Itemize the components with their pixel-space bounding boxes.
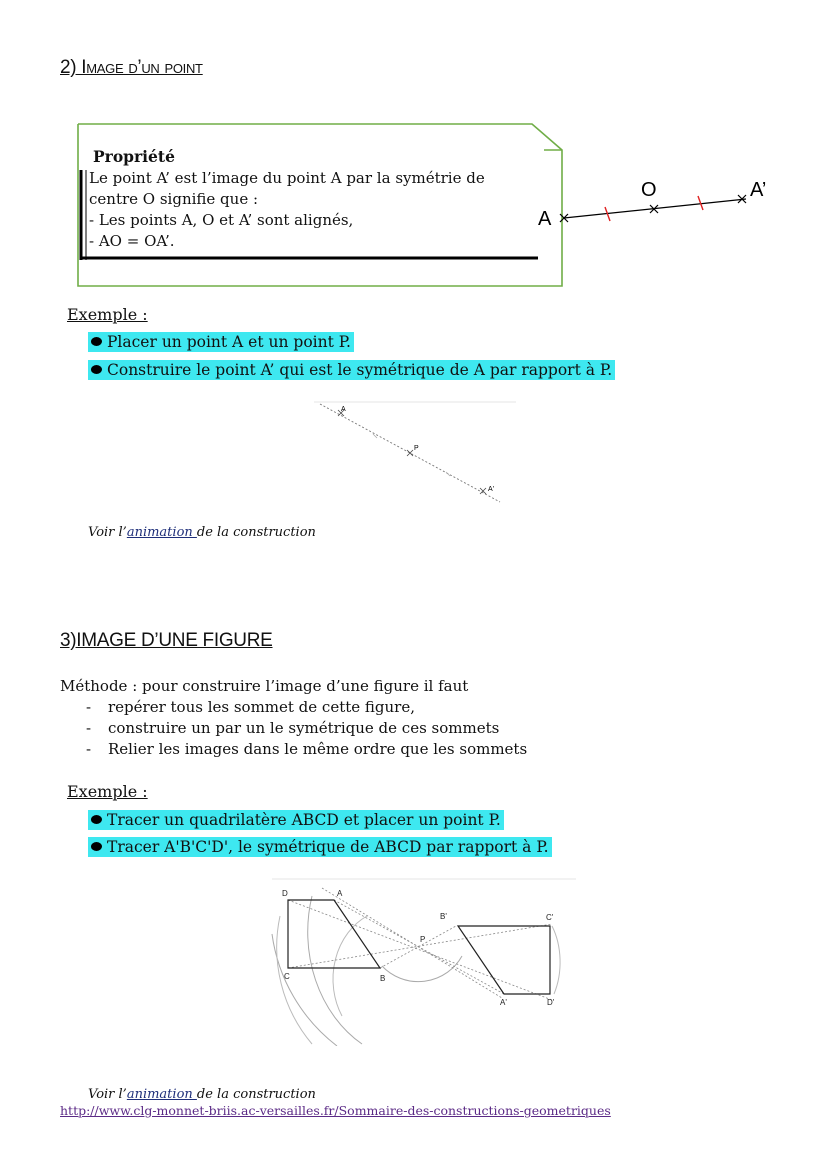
example-label: Exemple : [67, 305, 148, 324]
label-p: P [420, 935, 426, 944]
label-a-prime: A' [488, 486, 495, 493]
point-symmetry-diagram [530, 170, 790, 240]
construction-arc [333, 916, 367, 1016]
label-a-prime: A’ [750, 179, 767, 201]
section-2-heading: 2) Image d’un point [60, 57, 203, 78]
label-a-prime: A' [500, 998, 507, 1007]
example-item: Placer un point A et un point P. [88, 332, 354, 351]
method-block [60, 676, 660, 760]
example-label: Exemple : [67, 782, 148, 801]
method-intro: Méthode : pour construire l’image d’une figure il faut [60, 677, 469, 695]
label-o: O [641, 179, 657, 201]
label-c: C [284, 972, 290, 981]
animation-link[interactable]: animation [126, 1087, 197, 1102]
property-line: Le point A’ est l’image du point A par la symétrie de [89, 169, 485, 187]
label-b: B [380, 974, 386, 983]
property-line: - AO = OA’. [89, 232, 175, 250]
quadrilateral-symmetry-figure [252, 876, 582, 1046]
construction-lines [288, 888, 552, 1000]
example-item: Tracer un quadrilatère ABCD et placer un point P. [88, 810, 504, 829]
bullet-icon [91, 842, 102, 851]
example-item: Tracer A'B'C'D', le symétrique de ABCD par rapport à P. [88, 837, 552, 856]
property-line: centre O signifie que : [89, 190, 259, 208]
label-d-prime: D' [547, 998, 555, 1007]
construction-arc [277, 916, 312, 1044]
label-a: A [341, 406, 346, 413]
construction-arc [552, 926, 560, 994]
example-item: Construire le point A’ qui est le symétrique de A par rapport à P. [88, 360, 615, 379]
property-text [89, 168, 509, 252]
label-d: D [282, 889, 288, 898]
property-line: - Les points A, O et A’ sont alignés, [89, 211, 354, 229]
quadrilateral-abcd [288, 900, 380, 968]
label-p: P [414, 445, 419, 452]
property-title: Propriété [93, 147, 175, 166]
section-3-heading: 3)IMAGE D’UNE FIGURE [60, 630, 273, 651]
bullet-icon [91, 815, 102, 824]
label-b-prime: B' [440, 912, 447, 921]
method-steps [60, 697, 660, 760]
point-construction-figure [300, 398, 520, 510]
method-step: - Relier les images dans le même ordre que les sommets [60, 739, 660, 760]
label-a: A [337, 889, 343, 898]
bullet-icon [91, 337, 102, 346]
animation-caption: Voir l’animation de la construction [88, 1087, 316, 1102]
construction-arc [308, 896, 362, 1044]
source-url-link[interactable]: http://www.clg-monnet-briis.ac-versailles.fr/Sommaire-des-constructions-geometriques [60, 1103, 611, 1118]
method-step: - repérer tous les sommet de cette figure, [60, 697, 660, 718]
construction-arc [272, 934, 337, 1046]
method-step: - construire un par un le symétrique de ces sommets [60, 718, 660, 739]
label-a: A [538, 208, 552, 230]
point-p-cross [407, 450, 413, 456]
label-c-prime: C' [546, 913, 554, 922]
bullet-icon [91, 365, 102, 374]
animation-link[interactable]: animation [126, 525, 197, 540]
quadrilateral-a-prime-b-prime-c-prime-d-prime [458, 926, 550, 994]
animation-caption: Voir l’animation de la construction [88, 525, 316, 540]
